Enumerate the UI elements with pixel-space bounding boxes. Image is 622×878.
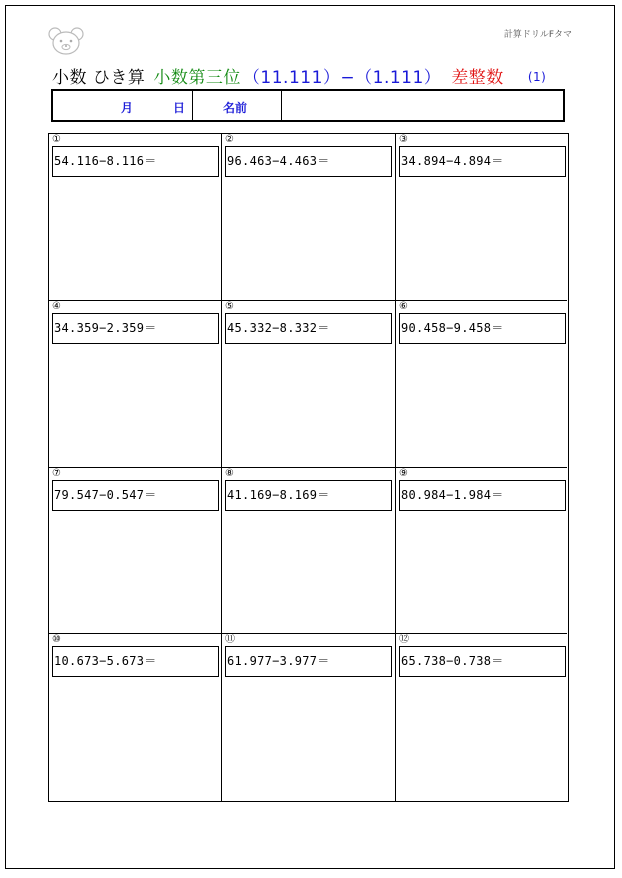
brand-text: 計算ドリルFタマ	[503, 30, 572, 40]
problem-number: ⑫	[399, 634, 409, 646]
name-field[interactable]	[282, 91, 563, 120]
problem-cell[interactable]	[222, 134, 396, 301]
day-label: 日	[173, 101, 186, 115]
problem-cell[interactable]	[396, 468, 567, 635]
problem-number: ⑧	[225, 467, 234, 479]
date-field[interactable]	[53, 91, 193, 120]
problem-cell[interactable]	[396, 634, 567, 801]
title-range: （11.111）−（1.111）	[242, 68, 442, 88]
title-difference-type: 差整数	[451, 68, 504, 88]
problem-expression: 54.116−8.116＝	[52, 146, 219, 177]
problem-number: ③	[399, 134, 408, 145]
bear-logo-icon	[46, 26, 86, 56]
name-date-box	[51, 89, 565, 122]
problem-expression: 34.894−4.894＝	[399, 146, 566, 177]
month-label: 月	[121, 101, 134, 115]
problem-number: ⑩	[52, 634, 61, 646]
problem-cell[interactable]	[222, 468, 396, 635]
problem-number: ⑥	[399, 300, 408, 312]
problem-number: ⑤	[225, 300, 234, 312]
problem-cell[interactable]	[49, 468, 222, 635]
problem-cell[interactable]	[396, 301, 567, 468]
problem-expression: 65.738−0.738＝	[399, 646, 566, 677]
title-subject: 小数 ひき算	[52, 68, 146, 88]
problem-expression: 80.984−1.984＝	[399, 480, 566, 511]
problem-expression: 41.169−8.169＝	[225, 480, 392, 511]
problem-number: ⑪	[225, 634, 235, 646]
problem-expression: 61.977−3.977＝	[225, 646, 392, 677]
problem-grid	[48, 133, 569, 802]
problem-cell[interactable]	[222, 634, 396, 801]
problem-expression: 34.359−2.359＝	[52, 313, 219, 344]
problem-expression: 90.458−9.458＝	[399, 313, 566, 344]
problem-number: ⑨	[399, 467, 408, 479]
title-sheet-number: (1)	[527, 70, 547, 84]
problem-cell[interactable]	[49, 134, 222, 301]
problem-expression: 96.463−4.463＝	[225, 146, 392, 177]
problem-cell[interactable]	[222, 301, 396, 468]
problem-number: ①	[52, 134, 61, 145]
name-label-cell	[193, 91, 282, 120]
problem-number: ②	[225, 134, 234, 145]
problem-expression: 45.332−8.332＝	[225, 313, 392, 344]
problem-cell[interactable]	[49, 634, 222, 801]
problem-cell[interactable]	[49, 301, 222, 468]
problem-expression: 79.547−0.547＝	[52, 480, 219, 511]
problem-number: ⑦	[52, 467, 61, 479]
problem-expression: 10.673−5.673＝	[52, 646, 219, 677]
problem-number: ④	[52, 300, 61, 312]
problem-cell[interactable]	[396, 134, 567, 301]
name-label: 名前	[223, 101, 248, 115]
worksheet-title	[52, 63, 546, 88]
title-decimal-place: 小数第三位	[153, 68, 241, 88]
